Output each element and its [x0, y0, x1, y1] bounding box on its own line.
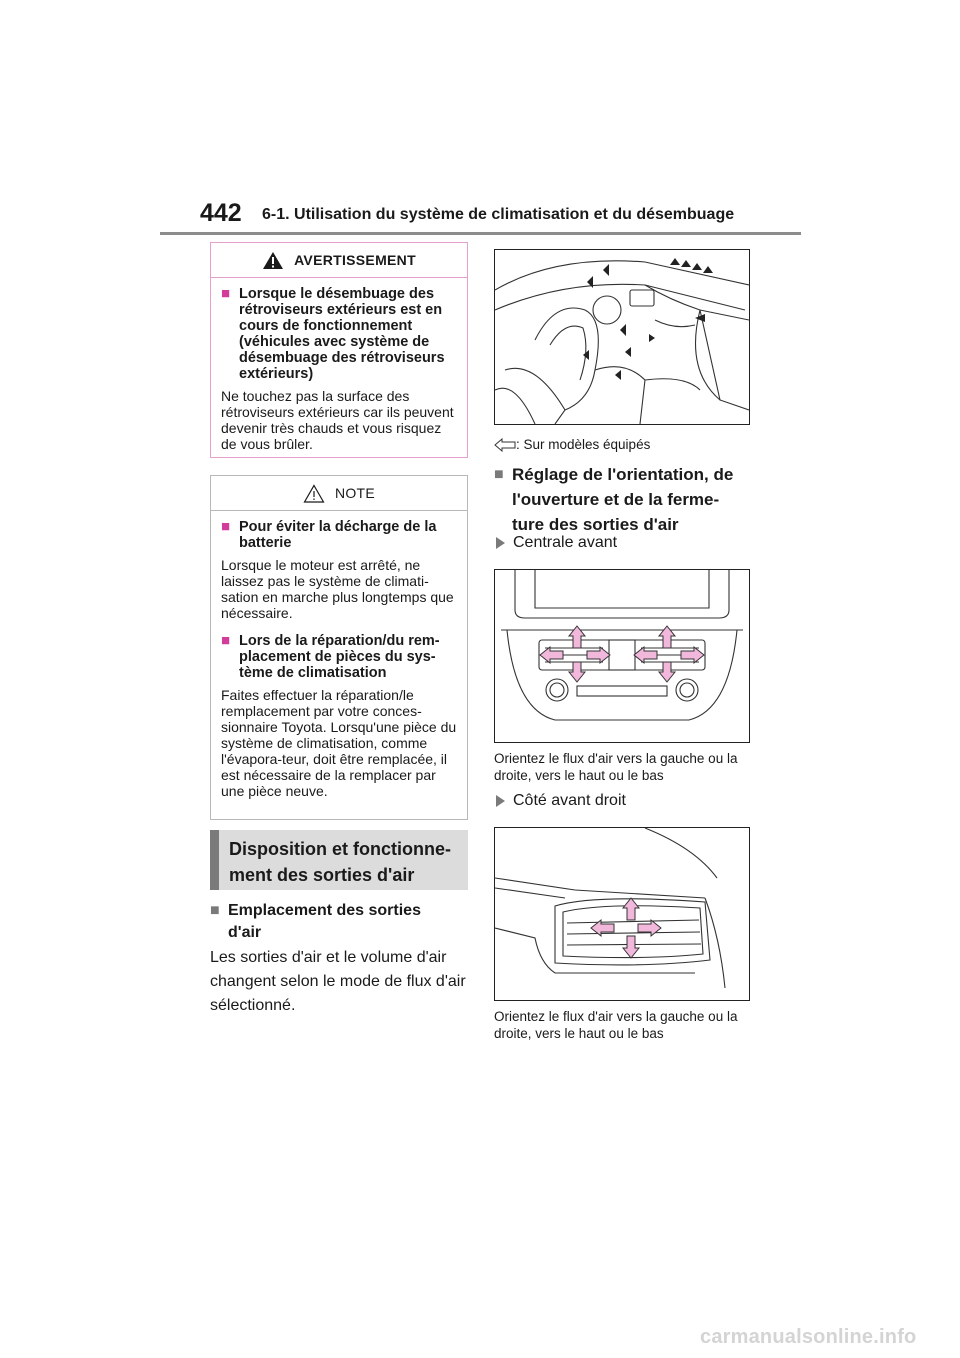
note-text-battery: Lorsque le moteur est arrêté, ne laissez pas le système de climati-sation en marche plus longtemps que nécessaire. — [221, 557, 454, 621]
triangle-bullet-icon — [496, 537, 505, 549]
section-heading: Disposition et fonctionne- ment des sorties d'air — [229, 839, 451, 885]
square-bullet-icon: ■ — [210, 902, 220, 919]
figure1-caption: : Sur modèles équipés — [516, 437, 651, 452]
location-text: Les sorties d'air et le volume d'air changent selon le mode de flux d'air sélectionné. — [210, 949, 466, 1014]
triangle-bullet-icon — [496, 795, 505, 807]
section-title: 6-1. Utilisation du système de climatisation et du désembuage — [262, 206, 735, 223]
side-vent-illustration — [495, 828, 749, 1000]
caution-triangle-icon — [303, 484, 325, 503]
warning-header — [211, 243, 467, 278]
front-center-caption: Orientez le flux d'air vers la gauche ou la droite, vers le haut ou le bas — [494, 751, 738, 783]
note-heading-battery: ■ Pour éviter la décharge de la batterie — [221, 518, 437, 551]
figure1-caption-row — [494, 436, 650, 453]
banner-bar — [210, 830, 219, 890]
equipped-arrow-icon — [494, 438, 516, 452]
square-bullet-icon: ■ — [221, 518, 231, 535]
note-heading-repair: ■ Lors de la réparation/du rem-placement de pièces du sys-tème de climatisation — [221, 632, 440, 681]
note-header — [211, 476, 467, 511]
section-banner — [210, 830, 468, 890]
front-right-item: Côté avant droit — [496, 792, 626, 810]
warning-title: AVERTISSEMENT — [294, 252, 416, 268]
page-number: 442 — [200, 199, 242, 227]
warning-triangle-icon — [262, 251, 284, 270]
center-vent-illustration — [495, 570, 749, 742]
front-center-item: Centrale avant — [496, 534, 617, 552]
location-heading: ■ Emplacement des sorties d'air — [210, 900, 470, 944]
note-box — [210, 475, 468, 820]
warning-text: Ne touchez pas la surface des rétroviseurs extérieurs car ils peuvent devenir très chauds et vous risquez de vous brûler. — [221, 388, 454, 452]
square-bullet-icon: ■ — [221, 632, 231, 649]
header-rule — [160, 232, 801, 235]
cabin-vents-figure — [494, 249, 750, 425]
warning-heading: ■ Lorsque le désembuage des rétroviseurs extérieurs est en cours de fonctionnement (véhicules avec système de désembuage des rétroviseurs extérieurs) — [221, 285, 445, 382]
warning-box — [210, 242, 468, 458]
front-right-caption: Orientez le flux d'air vers la gauche ou la droite, vers le haut ou le bas — [494, 1009, 738, 1041]
front-right-vent-figure — [494, 827, 750, 1001]
note-text-repair: Faites effectuer la réparation/le remplacement par votre conces-sionnaire Toyota. Lorsqu'une pièce du système de climatisation, comme l'évapora-teur, doit être remplacée, il est nécessaire de la remplacer par une pièce neuve. — [221, 687, 457, 799]
front-center-vent-figure — [494, 569, 750, 743]
adjust-heading: ■ Réglage de l'orientation, de l'ouverture et de la ferme- ture des sorties d'air — [494, 462, 754, 537]
square-bullet-icon: ■ — [221, 285, 231, 302]
square-bullet-icon: ■ — [494, 466, 504, 483]
note-title: NOTE — [334, 485, 376, 501]
cabin-illustration — [495, 250, 749, 424]
watermark: carmanualsonline.info — [700, 1326, 917, 1348]
